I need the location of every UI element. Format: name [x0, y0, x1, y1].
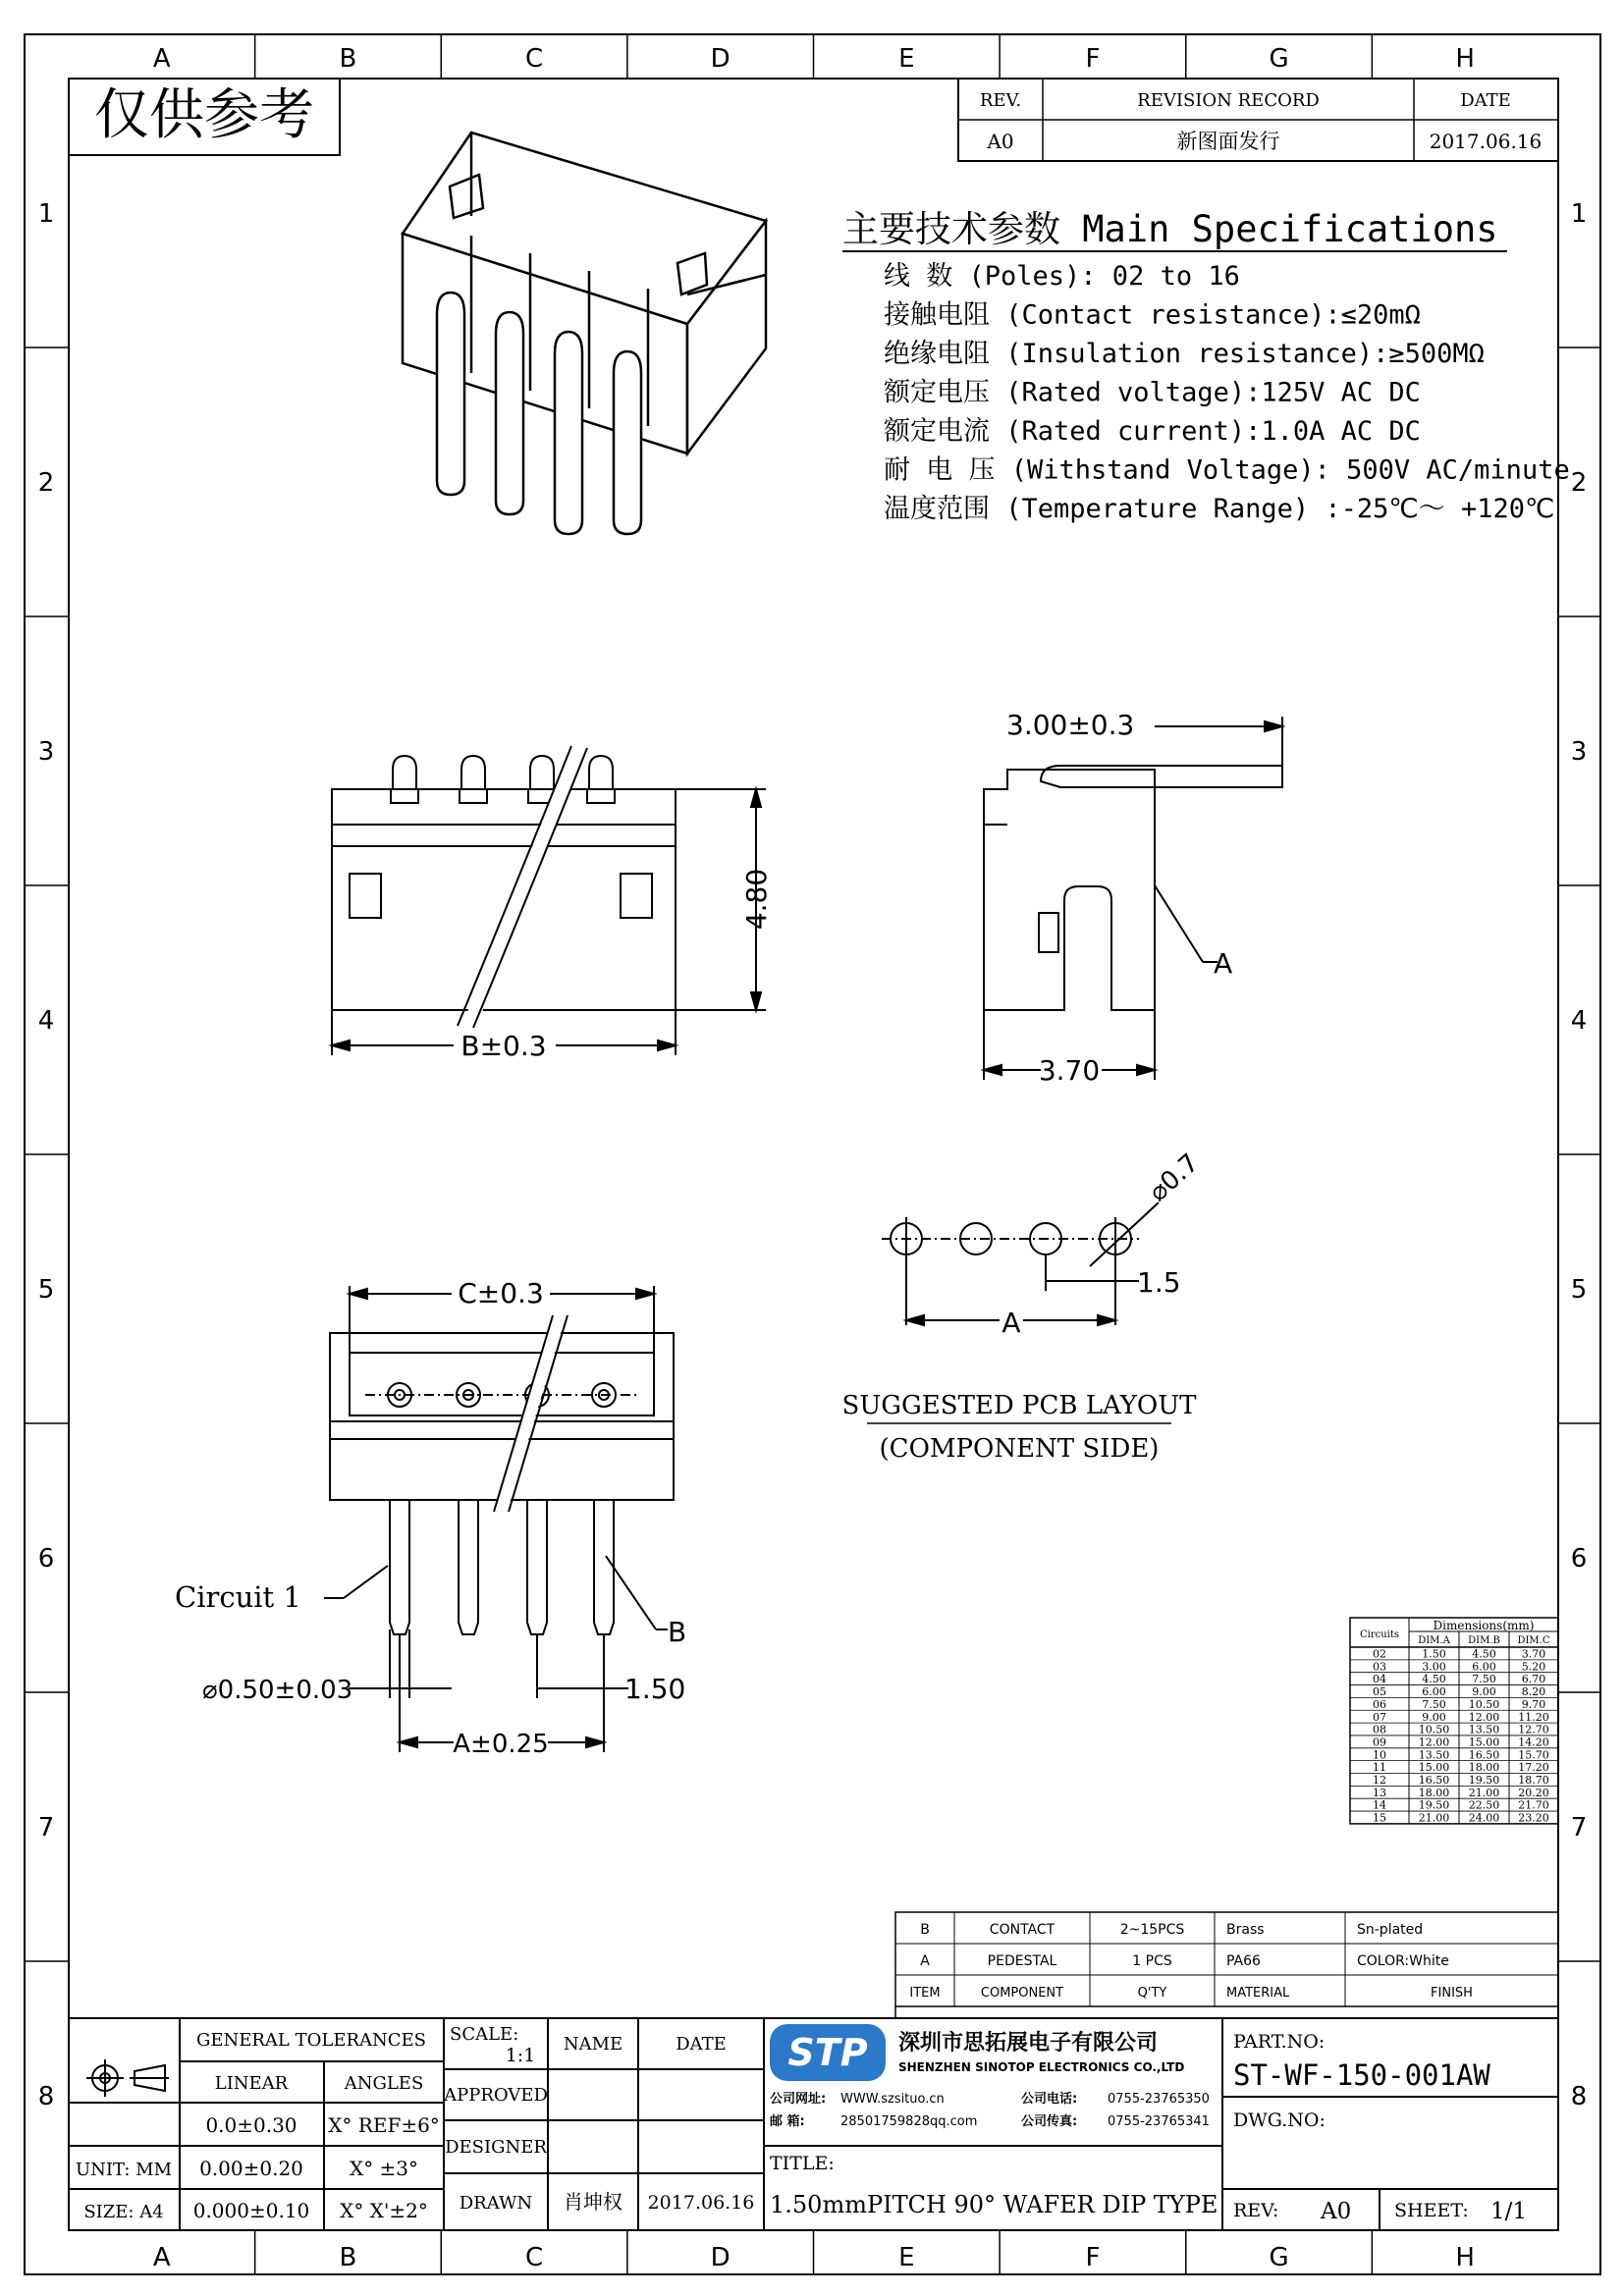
- dimensions-table-cell: 9.00: [1422, 1710, 1446, 1724]
- dimensions-table-cell: 04: [1373, 1673, 1386, 1686]
- drawn-date: 2017.06.16: [647, 2192, 755, 2214]
- watermark-stamp: [69, 79, 340, 155]
- dwg-no-label: DWG.NO:: [1233, 2109, 1326, 2131]
- dimensions-table-header: Circuits: [1359, 1629, 1400, 1640]
- dimensions-table-cell: 8.20: [1521, 1685, 1546, 1699]
- dimensions-table-cell: 11.20: [1518, 1710, 1549, 1724]
- dimensions-table-cell: 20.20: [1518, 1786, 1549, 1799]
- dimensions-table-cell: 24.00: [1468, 1811, 1500, 1825]
- tel-value: 0755-23765350: [1108, 2092, 1210, 2107]
- dimensions-table-cell: 15.70: [1518, 1748, 1549, 1762]
- unit-label: UNIT: MM: [75, 2160, 173, 2180]
- dimensions-table-cell: 9.00: [1472, 1685, 1496, 1699]
- date-header-tb: DATE: [676, 2034, 727, 2055]
- dimensions-table-cell: 14: [1373, 1798, 1386, 1812]
- span-a-dimension: A±0.25: [453, 1730, 549, 1759]
- zone-letter-bottom: B: [339, 2243, 357, 2272]
- fax-value: 0755-23765341: [1108, 2114, 1210, 2129]
- revision-description: 新图面发行: [1176, 130, 1280, 153]
- dimensions-table-cell: 3.00: [1422, 1660, 1446, 1674]
- zone-number-right: 4: [1570, 1006, 1588, 1036]
- date-header: DATE: [1460, 90, 1511, 111]
- scale-label: SCALE:: [450, 2024, 519, 2045]
- spec-line: 绝缘电阻 (Insulation resistance):≥500MΩ: [884, 339, 1485, 369]
- zone-letter-top: E: [898, 44, 915, 74]
- revision-record-header: REVISION RECORD: [1137, 90, 1320, 111]
- dimensions-table-cell: 16.50: [1418, 1774, 1450, 1787]
- dimensions-table-header: DIM.B: [1468, 1635, 1500, 1646]
- bom-cell: A: [920, 1953, 930, 1969]
- zone-letter-bottom: D: [710, 2243, 731, 2272]
- dimensions-table-cell: 12.00: [1468, 1710, 1500, 1724]
- dimensions-table-title: Dimensions(mm): [1433, 1619, 1535, 1632]
- bom-header: MATERIAL: [1226, 1986, 1290, 2001]
- dimensions-table-cell: 21.00: [1468, 1786, 1500, 1799]
- tolerance-symbol: [86, 2059, 169, 2097]
- mail-label: 邮 箱:: [770, 2114, 805, 2129]
- zone-number-left: 3: [37, 737, 55, 767]
- linear-label: LINEAR: [214, 2073, 289, 2094]
- bom-cell: 2~15PCS: [1119, 1922, 1185, 1938]
- dimensions-table-cell: 11: [1373, 1761, 1386, 1775]
- zone-number-right: 5: [1570, 1275, 1588, 1305]
- dimensions-table-cell: 4.50: [1422, 1673, 1446, 1686]
- bom-cell: 1 PCS: [1132, 1953, 1172, 1969]
- spec-line: 额定电压 (Rated voltage):125V AC DC: [884, 377, 1421, 408]
- pcb-layout-title: SUGGESTED PCB LAYOUT: [841, 1391, 1197, 1420]
- drawing-title: 1.50mmPITCH 90° WAFER DIP TYPE: [770, 2191, 1218, 2218]
- front-view: [332, 746, 766, 1055]
- approved-label: APPROVED: [444, 2085, 548, 2106]
- dimensions-table-cell: 10: [1373, 1748, 1386, 1762]
- angle-tol-2: X° ±3°: [349, 2157, 419, 2180]
- spec-line: 额定电流 (Rated current):1.0A AC DC: [884, 416, 1421, 447]
- zone-letter-top: D: [710, 44, 731, 74]
- zone-letter-top: G: [1269, 44, 1289, 74]
- zone-letter-bottom: F: [1085, 2243, 1101, 2272]
- dimensions-table-cell: 13.50: [1468, 1723, 1500, 1736]
- rev-value-tb: A0: [1321, 2199, 1352, 2224]
- zone-number-left: 4: [37, 1006, 55, 1036]
- zone-letter-top: B: [339, 44, 357, 74]
- sheet-label: SHEET:: [1394, 2200, 1469, 2221]
- zone-number-right: 8: [1570, 2082, 1588, 2111]
- revision-block: [958, 79, 1558, 161]
- dimensions-table-cell: 3.70: [1521, 1647, 1546, 1661]
- zone-letter-bottom: A: [152, 2243, 171, 2272]
- rev-value: A0: [987, 130, 1014, 153]
- web-value: WWW.szsituo.cn: [840, 2092, 945, 2107]
- company-logo: [770, 2024, 886, 2081]
- dimensions-table-cell: 6.00: [1422, 1685, 1446, 1699]
- dimensions-table-cell: 7.50: [1472, 1673, 1496, 1686]
- bom-cell: CONTACT: [989, 1922, 1056, 1938]
- zone-number-left: 6: [37, 1544, 55, 1574]
- dimensions-table-cell: 02: [1373, 1647, 1386, 1661]
- pin-callout-label: B: [668, 1616, 687, 1648]
- size-label: SIZE: A4: [83, 2202, 164, 2222]
- bom-header: FINISH: [1431, 1986, 1473, 2001]
- dimensions-table-cell: 6.00: [1472, 1660, 1496, 1674]
- bom-cell: PA66: [1226, 1953, 1261, 1969]
- bom-table: [895, 1912, 1558, 2018]
- dimensions-table-cell: 21.70: [1518, 1798, 1549, 1812]
- zone-number-left: 7: [37, 1813, 55, 1842]
- dimensions-table-cell: 1.50: [1422, 1647, 1446, 1661]
- fax-label: 公司传真:: [1021, 2114, 1078, 2129]
- hole-diameter-dimension: ⌀0.7: [1143, 1148, 1206, 1208]
- dimensions-table-cell: 10.50: [1418, 1723, 1450, 1736]
- zone-letter-top: C: [524, 44, 544, 74]
- dimensions-table-cell: 17.20: [1518, 1761, 1549, 1775]
- zone-number-left: 8: [37, 2082, 55, 2111]
- zone-letter-top: H: [1455, 44, 1475, 74]
- spec-line: 线 数 (Poles): 02 to 16: [884, 261, 1240, 292]
- dimensions-table-cell: 12: [1373, 1774, 1386, 1787]
- drawn-name: 肖坤权: [564, 2190, 623, 2214]
- specifications-title: 主要技术参数 Main Specifications: [842, 208, 1498, 250]
- designer-label: DESIGNER: [445, 2137, 547, 2158]
- dimensions-table-cell: 07: [1373, 1710, 1386, 1724]
- pcb-layout-subtitle: (COMPONENT SIDE): [879, 1434, 1160, 1464]
- bom-cell: Sn-plated: [1357, 1922, 1424, 1938]
- side-view: [984, 717, 1282, 1080]
- part-no-value: ST-WF-150-001AW: [1233, 2058, 1490, 2092]
- bom-header: Q'TY: [1137, 1986, 1167, 2001]
- rev-label-tb: REV:: [1233, 2200, 1279, 2221]
- general-tolerances-label: GENERAL TOLERANCES: [195, 2030, 427, 2051]
- company-name-cn: 深圳市思拓展电子有限公司: [898, 2031, 1159, 2056]
- side-width-dimension: 3.70: [1038, 1054, 1101, 1087]
- angle-tol-3: X° X'±2°: [340, 2199, 428, 2222]
- main-specifications: [842, 208, 1570, 524]
- sheet-frame: [25, 34, 1600, 2274]
- bom-cell: B: [920, 1922, 930, 1938]
- zone-number-left: 5: [37, 1275, 55, 1305]
- dimensions-table-cell: 12.70: [1518, 1723, 1549, 1736]
- bom-header: ITEM: [909, 1986, 941, 2001]
- web-label: 公司网址:: [770, 2092, 827, 2107]
- dimensions-table-cell: 13.50: [1418, 1748, 1450, 1762]
- dimensions-table-cell: 12.00: [1418, 1735, 1450, 1749]
- bom-cell: COLOR:White: [1357, 1953, 1449, 1969]
- spec-line: 温度范围 (Temperature Range) :-25℃～ +120℃: [884, 494, 1555, 524]
- dimensions-table-cell: 19.50: [1418, 1798, 1450, 1812]
- bottom-view: [324, 1286, 674, 1752]
- zone-letter-bottom: H: [1455, 2243, 1475, 2272]
- pitch-dimension: 1.50: [624, 1673, 686, 1705]
- dimensions-table-cell: 18.70: [1518, 1774, 1549, 1787]
- dimensions-table-cell: 7.50: [1422, 1697, 1446, 1711]
- pcb-a-dimension: A: [1001, 1307, 1021, 1339]
- dimensions-table-cell: 21.00: [1418, 1811, 1450, 1825]
- zone-number-left: 2: [37, 468, 55, 498]
- dimensions-table-cell: 18.00: [1418, 1786, 1450, 1799]
- drawn-label: DRAWN: [459, 2193, 533, 2214]
- zone-number-left: 1: [37, 199, 55, 229]
- dimensions-table-cell: 13: [1373, 1786, 1386, 1799]
- dimensions-table-cell: 03: [1373, 1660, 1386, 1674]
- part-no-label: PART.NO:: [1233, 2031, 1326, 2053]
- rev-header: REV.: [979, 90, 1022, 111]
- zone-letter-top: F: [1085, 44, 1101, 74]
- width-c-dimension: C±0.3: [458, 1277, 544, 1309]
- linear-tol-2: 0.00±0.20: [199, 2157, 303, 2180]
- dimensions-table-cell: 10.50: [1468, 1697, 1500, 1711]
- circuit1-label: Circuit 1: [175, 1580, 301, 1614]
- scale-value: 1:1: [505, 2045, 536, 2066]
- zone-letter-bottom: G: [1269, 2243, 1289, 2272]
- dimensions-table-cell: 15.00: [1418, 1761, 1450, 1775]
- bom-cell: Brass: [1226, 1922, 1265, 1938]
- spec-line: 接触电阻 (Contact resistance):≤20mΩ: [884, 299, 1421, 331]
- zone-number-right: 2: [1570, 468, 1588, 498]
- isometric-view: [403, 133, 766, 534]
- angle-tol-1: X° REF±6°: [328, 2113, 440, 2137]
- company-name-en: SHENZHEN SINOTOP ELECTRONICS CO.,LTD: [898, 2060, 1185, 2074]
- side-top-dimension: 3.00±0.3: [1006, 709, 1135, 741]
- name-header: NAME: [563, 2034, 623, 2055]
- dimensions-table-cell: 16.50: [1468, 1748, 1500, 1762]
- tel-label: 公司电话:: [1021, 2092, 1078, 2107]
- dimensions-table-cell: 14.20: [1518, 1735, 1549, 1749]
- dimensions-table-cell: 05: [1373, 1685, 1386, 1699]
- linear-tol-3: 0.000±0.10: [192, 2199, 310, 2222]
- dimensions-table-cell: 23.20: [1518, 1811, 1549, 1825]
- dimensions-table-cell: 9.70: [1521, 1697, 1546, 1711]
- zone-letter-top: A: [152, 44, 171, 74]
- side-callout-label: A: [1214, 947, 1233, 980]
- zone-letter-bottom: C: [524, 2243, 544, 2272]
- zone-number-right: 7: [1570, 1813, 1588, 1842]
- dimensions-table-cell: 15.00: [1468, 1735, 1500, 1749]
- dimensions-table-header: DIM.C: [1517, 1635, 1550, 1646]
- bom-cell: PEDESTAL: [987, 1953, 1057, 1969]
- dimensions-table-cell: 15: [1373, 1811, 1386, 1825]
- zone-number-right: 6: [1570, 1544, 1588, 1574]
- dimensions-table-cell: 5.20: [1521, 1660, 1546, 1674]
- sheet-value: 1/1: [1490, 2199, 1528, 2224]
- dimensions-table-cell: 09: [1373, 1735, 1386, 1749]
- dimensions-table: [1350, 1618, 1558, 1825]
- dimensions-table-cell: 08: [1373, 1723, 1386, 1736]
- zone-letter-bottom: E: [898, 2243, 915, 2272]
- logo-text: STP: [787, 2031, 868, 2074]
- watermark-text: 仅供参考: [94, 83, 314, 147]
- angles-label: ANGLES: [344, 2073, 424, 2094]
- dimensions-table-cell: 6.70: [1521, 1673, 1546, 1686]
- dimensions-table-cell: 06: [1373, 1697, 1386, 1711]
- revision-date: 2017.06.16: [1429, 130, 1543, 153]
- title-label: TITLE:: [770, 2153, 835, 2174]
- pin-diameter-dimension: ⌀0.50±0.03: [202, 1676, 353, 1705]
- zone-number-right: 1: [1570, 199, 1588, 229]
- hole-pitch-dimension: 1.5: [1137, 1266, 1181, 1299]
- mail-value: 28501759828qq.com: [840, 2114, 978, 2129]
- dimensions-table-cell: 22.50: [1468, 1798, 1500, 1812]
- width-b-dimension: B±0.3: [460, 1030, 547, 1062]
- dimensions-table-cell: 19.50: [1468, 1774, 1500, 1787]
- spec-line: 耐 电 压 (Withstand Voltage): 500V AC/minute: [884, 454, 1570, 486]
- bom-header: COMPONENT: [980, 1986, 1064, 2001]
- zone-number-right: 3: [1570, 737, 1588, 767]
- linear-tol-1: 0.0±0.30: [205, 2113, 298, 2137]
- dimensions-table-header: DIM.A: [1418, 1635, 1450, 1646]
- dimensions-table-cell: 4.50: [1472, 1647, 1496, 1661]
- height-dimension: 4.80: [740, 868, 773, 931]
- dimensions-table-cell: 18.00: [1468, 1761, 1500, 1775]
